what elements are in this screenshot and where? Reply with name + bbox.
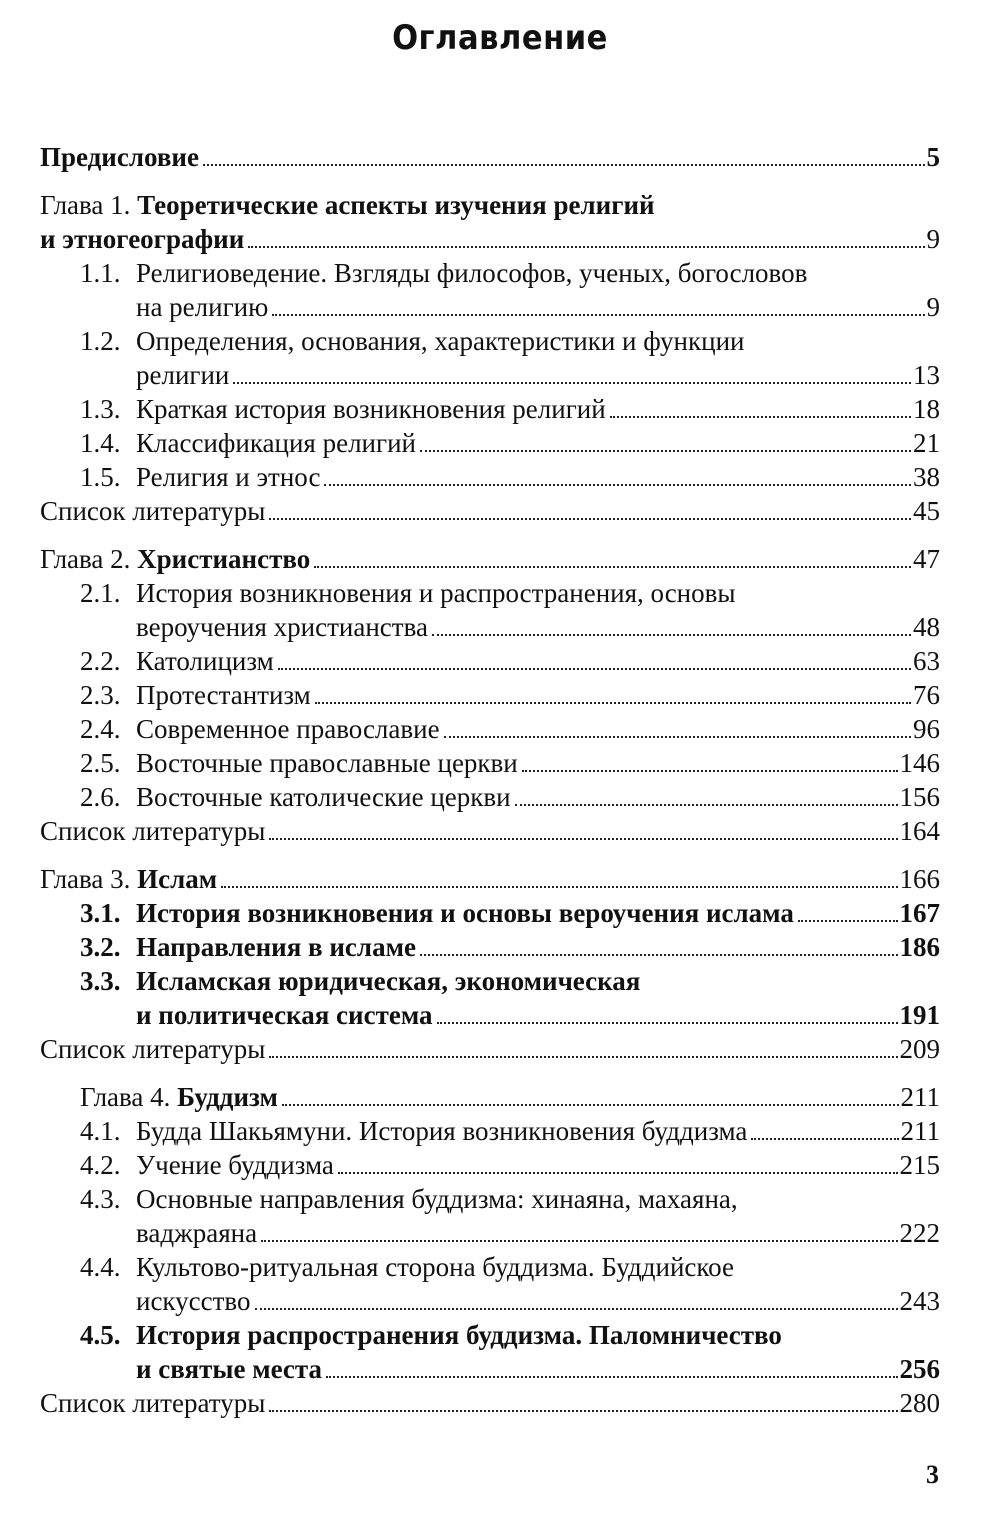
toc-item-2-6[interactable]	[40, 780, 940, 814]
toc-item-4-4[interactable]	[40, 1250, 940, 1318]
toc-page-number: 186	[899, 932, 940, 962]
chapter-prefix: Глава 2.	[40, 544, 131, 574]
toc-page-number: 156	[899, 782, 940, 812]
dot-leader	[269, 1056, 897, 1058]
toc-page-number: 18	[913, 394, 940, 424]
dot-leader	[444, 736, 911, 738]
item-title: История возникновения и распространения, основы	[136, 578, 736, 608]
toc-entry-preface[interactable]	[40, 140, 940, 174]
item-number: 2.2.	[80, 646, 121, 676]
toc-page-number: 146	[899, 748, 940, 778]
dot-leader	[278, 668, 911, 670]
toc-item-2-5[interactable]	[40, 746, 940, 780]
toc-page-number: 211	[900, 1116, 940, 1146]
dot-leader	[314, 566, 911, 568]
toc-entry-label: Предисловие	[40, 142, 199, 172]
item-title: История возникновения и основы вероучения ислама	[136, 898, 794, 928]
toc-page-number: 96	[913, 714, 940, 744]
item-number: 2.5.	[80, 748, 121, 778]
item-number: 3.3.	[80, 966, 121, 996]
item-title-continued: искусство	[136, 1286, 251, 1316]
item-title: Религия и этнос	[136, 462, 321, 492]
toc-item-4-2[interactable]	[40, 1148, 940, 1182]
toc-item-3-3[interactable]	[40, 964, 940, 1032]
toc-page-number: 209	[899, 1034, 940, 1064]
toc-item-3-1[interactable]	[40, 896, 940, 930]
toc-item-1-3[interactable]	[40, 392, 940, 426]
item-number: 4.3.	[80, 1184, 121, 1214]
dot-leader	[282, 1104, 899, 1106]
toc-item-2-4[interactable]	[40, 712, 940, 746]
item-title: Определения, основания, характеристики и функции	[136, 326, 745, 356]
item-title: Религиоведение. Взгляды философов, ученых, богословов	[136, 258, 808, 288]
item-title: Краткая история возникновения религий	[136, 394, 606, 424]
item-title: Будда Шакьямуни. История возникновения буддизма	[136, 1116, 748, 1146]
toc-page-number: 13	[913, 360, 940, 390]
item-number: 1.4.	[80, 428, 121, 458]
item-title-continued: ваджраяна	[136, 1218, 258, 1248]
chapter-title: Христианство	[137, 544, 311, 574]
toc-page-number: 9	[926, 292, 940, 322]
item-number: 4.2.	[80, 1150, 121, 1180]
toc-page-number: 76	[913, 680, 940, 710]
item-number: 2.1.	[80, 578, 121, 608]
toc-page-number: 164	[899, 816, 940, 846]
toc-item-1-5[interactable]	[40, 460, 940, 494]
toc-chapter-2[interactable]	[40, 542, 940, 576]
item-title: История распространения буддизма. Паломничество	[136, 1320, 782, 1350]
item-title: Учение буддизма	[136, 1150, 334, 1180]
dot-leader	[233, 382, 911, 384]
references-label: Список литературы	[40, 816, 266, 846]
toc-chapter-4[interactable]	[40, 1080, 940, 1114]
toc-item-4-1[interactable]	[40, 1114, 940, 1148]
dot-leader	[248, 246, 924, 248]
toc-page-number: 215	[899, 1150, 940, 1180]
dot-leader	[420, 450, 911, 452]
item-title: Направления в исламе	[136, 932, 416, 962]
item-number: 4.4.	[80, 1252, 121, 1282]
item-number: 1.2.	[80, 326, 121, 356]
dot-leader	[269, 838, 897, 840]
toc-page-number: 9	[926, 224, 940, 254]
item-title: Основные направления буддизма: хинаяна, махаяна,	[136, 1184, 738, 1214]
chapter-title: Буддизм	[177, 1082, 278, 1112]
item-title-continued: вероучения христианства	[136, 612, 428, 642]
toc-item-4-5[interactable]	[40, 1318, 940, 1386]
dot-leader	[798, 920, 898, 922]
toc-page-number: 280	[899, 1388, 940, 1418]
toc-page-number: 167	[899, 898, 940, 928]
item-number: 4.5.	[80, 1320, 121, 1350]
toc-page-number: 243	[899, 1286, 940, 1316]
references-label: Список литературы	[40, 1388, 266, 1418]
toc-item-3-2[interactable]	[40, 930, 940, 964]
item-number: 3.2.	[80, 932, 121, 962]
dot-leader	[751, 1138, 898, 1140]
dot-leader	[326, 1376, 898, 1378]
item-number: 2.4.	[80, 714, 121, 744]
dot-leader	[269, 1410, 897, 1412]
dot-leader	[221, 886, 897, 888]
toc-item-4-3[interactable]	[40, 1182, 940, 1250]
dot-leader	[515, 804, 898, 806]
chapter-title: Теоретические аспекты изучения религий	[137, 190, 655, 220]
toc-refs-ch1[interactable]	[40, 494, 940, 528]
item-number: 1.3.	[80, 394, 121, 424]
chapter-title-continued: и этногеографии	[40, 224, 245, 254]
toc-page-number: 47	[913, 544, 940, 574]
item-number: 4.1.	[80, 1116, 121, 1146]
toc-page-number: 63	[913, 646, 940, 676]
item-number: 3.1.	[80, 898, 121, 928]
item-number: 2.6.	[80, 782, 121, 812]
item-title: Восточные православные церкви	[136, 748, 518, 778]
chapter-prefix: Глава 1.	[40, 190, 131, 220]
item-title-continued: на религию	[136, 292, 269, 322]
dot-leader	[269, 518, 911, 520]
toc-item-2-1[interactable]	[40, 576, 940, 644]
chapter-title: Ислам	[137, 864, 218, 894]
item-title: Католицизм	[136, 646, 274, 676]
item-title: Исламская юридическая, экономическая	[136, 966, 641, 996]
dot-leader	[420, 954, 898, 956]
toc-refs-ch4[interactable]	[40, 1386, 940, 1420]
chapter-prefix: Глава 4.	[80, 1082, 171, 1112]
references-label: Список литературы	[40, 496, 266, 526]
toc-item-1-2[interactable]	[40, 324, 940, 392]
item-title: Классификация религий	[136, 428, 416, 458]
toc-page-number: 38	[913, 462, 940, 492]
item-title-continued: религии	[136, 360, 230, 390]
toc-chapter-3[interactable]	[40, 862, 940, 896]
dot-leader	[272, 314, 924, 316]
dot-leader	[324, 484, 911, 486]
chapter-prefix: Глава 3.	[40, 864, 131, 894]
table-of-contents	[40, 140, 940, 1420]
item-title: Культово-ритуальная сторона буддизма. Буддийское	[136, 1252, 734, 1282]
dot-leader	[261, 1240, 897, 1242]
toc-item-1-1[interactable]	[40, 256, 940, 324]
toc-refs-ch3[interactable]	[40, 1032, 940, 1066]
toc-page-number: 45	[913, 496, 940, 526]
toc-item-2-3[interactable]	[40, 678, 940, 712]
toc-page-number: 256	[899, 1354, 940, 1384]
dot-leader	[255, 1308, 898, 1310]
dot-leader	[203, 164, 925, 166]
dot-leader	[432, 634, 911, 636]
references-label: Список литературы	[40, 1034, 266, 1064]
toc-page-number: 211	[900, 1082, 940, 1112]
toc-page-number: 5	[926, 142, 940, 172]
toc-refs-ch2[interactable]	[40, 814, 940, 848]
item-title: Современное православие	[136, 714, 440, 744]
item-title-continued: и святые места	[136, 1354, 322, 1384]
dot-leader	[315, 702, 911, 704]
dot-leader	[610, 416, 911, 418]
toc-chapter-1[interactable]	[40, 188, 940, 256]
toc-page-number: 166	[899, 864, 940, 894]
toc-page-number: 48	[913, 612, 940, 642]
item-title-continued: и политическая система	[136, 1000, 433, 1030]
folio-page-number: 3	[926, 1460, 939, 1489]
item-title: Протестантизм	[136, 680, 311, 710]
dot-leader	[437, 1022, 898, 1024]
toc-page-number: 191	[899, 1000, 940, 1030]
toc-page-number: 222	[899, 1218, 940, 1248]
item-number: 1.1.	[80, 258, 121, 288]
toc-page-number: 21	[913, 428, 940, 458]
dot-leader	[522, 770, 898, 772]
dot-leader	[338, 1172, 898, 1174]
toc-item-1-4[interactable]	[40, 426, 940, 460]
item-title: Восточные католические церкви	[136, 782, 511, 812]
item-number: 1.5.	[80, 462, 121, 492]
toc-item-2-2[interactable]	[40, 644, 940, 678]
page-title: Оглавление	[392, 18, 608, 58]
item-number: 2.3.	[80, 680, 121, 710]
